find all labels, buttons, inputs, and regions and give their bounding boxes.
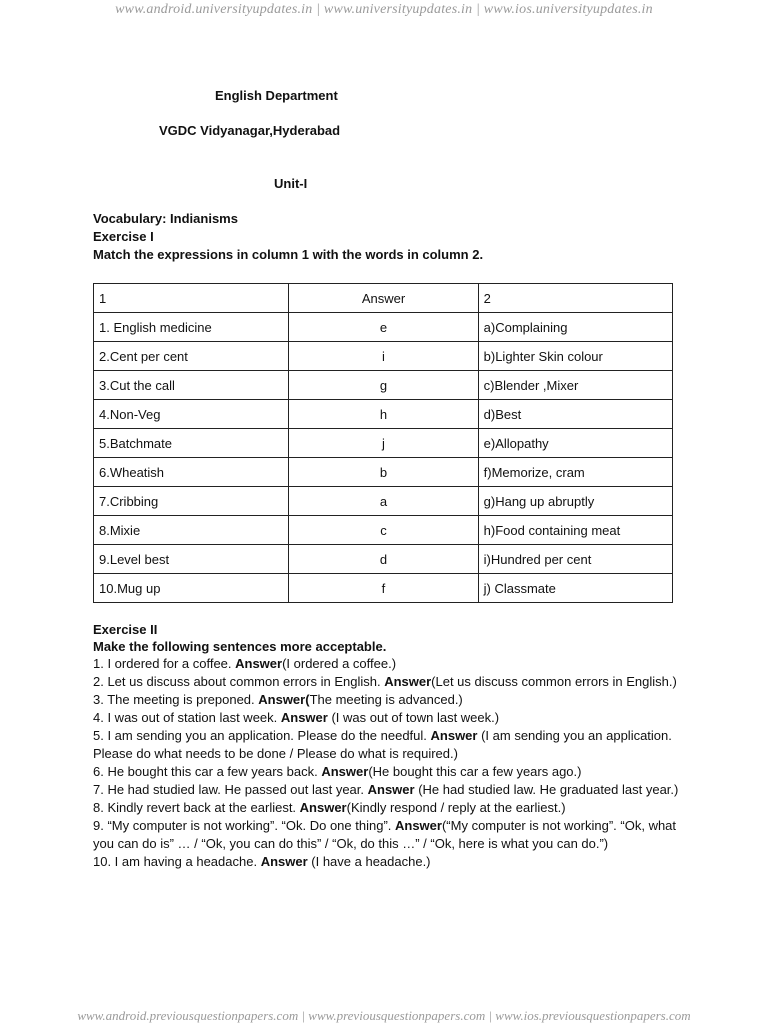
answer-cell: i xyxy=(289,342,478,371)
meaning-cell: b)Lighter Skin colour xyxy=(478,342,672,371)
list-item xyxy=(93,673,683,691)
list-item xyxy=(93,799,683,817)
answer-keyword: Answer xyxy=(280,710,328,725)
answer-text: (Kindly respond / reply at the earliest.) xyxy=(346,800,566,815)
answer-cell: b xyxy=(289,458,478,487)
expression-cell: 9.Level best xyxy=(94,545,289,574)
table-row xyxy=(94,574,673,603)
sentence-text: 5. I am sending you an application. Please do the needful. xyxy=(93,728,431,743)
meaning-cell: c)Blender ,Mixer xyxy=(478,371,672,400)
answer-cell: e xyxy=(289,313,478,342)
expression-cell: 8.Mixie xyxy=(94,516,289,545)
header-answer: Answer xyxy=(289,284,478,313)
expression-cell: 3.Cut the call xyxy=(94,371,289,400)
sentence-text: 6. He bought this car a few years back. xyxy=(93,764,322,779)
watermark-top: www.android.universityupdates.in | www.universityupdates.in | www.ios.universityupdates.in xyxy=(115,2,653,17)
list-item xyxy=(93,727,683,763)
meaning-cell: i)Hundred per cent xyxy=(478,545,672,574)
table-row xyxy=(94,516,673,545)
exercise2-section xyxy=(93,622,683,871)
watermark-bottom: www.android.previousquestionpapers.com | www.previousquestionpapers.com | www.ios.previousquestionpapers.com xyxy=(77,1008,691,1023)
list-item xyxy=(93,709,683,727)
table-header-row xyxy=(94,284,673,313)
expression-cell: 5.Batchmate xyxy=(94,429,289,458)
answer-text: (I am sending you an application. Please do what needs to be done / Please do what is required.) xyxy=(93,728,672,761)
answer-keyword: Answer xyxy=(395,818,442,833)
table-row xyxy=(94,429,673,458)
exercise1-instruction: Match the expressions in column 1 with the words in column 2. xyxy=(93,247,484,262)
matching-table xyxy=(93,283,673,603)
list-item xyxy=(93,691,683,709)
table-row xyxy=(94,545,673,574)
expression-cell: 1. English medicine xyxy=(94,313,289,342)
answer-text: (I ordered a coffee.) xyxy=(282,656,397,671)
meaning-cell: h)Food containing meat xyxy=(478,516,672,545)
college-heading: VGDC Vidyanagar,Hyderabad xyxy=(159,123,341,138)
exercise2-instruction: Make the following sentences more acceptable. xyxy=(93,639,387,654)
answer-cell: d xyxy=(289,545,478,574)
answer-cell: a xyxy=(289,487,478,516)
answer-text: (“My computer is not working”. “Ok, what you can do is” … / “Ok, you can do this” / “Ok, do this …” / “Ok, here is what you can do.”) xyxy=(93,818,677,851)
answer-text: (I have a headache.) xyxy=(307,854,431,869)
answer-cell: c xyxy=(289,516,478,545)
answer-text: (I was out of town last week.) xyxy=(327,710,500,725)
header-col1: 1 xyxy=(94,284,289,313)
meaning-cell: f)Memorize, cram xyxy=(478,458,672,487)
list-item xyxy=(93,655,683,673)
meaning-cell: a)Complaining xyxy=(478,313,672,342)
exercise2-list xyxy=(93,655,683,871)
list-item xyxy=(93,781,683,799)
unit-heading: Unit-I xyxy=(274,176,308,191)
table-row xyxy=(94,487,673,516)
table-row xyxy=(94,400,673,429)
table-row xyxy=(94,342,673,371)
answer-text: The meeting is advanced.) xyxy=(309,692,463,707)
header-col2: 2 xyxy=(478,284,672,313)
sentence-text: 9. “My computer is not working”. “Ok. Do one thing”. xyxy=(93,818,395,833)
answer-keyword: Answer xyxy=(299,800,347,815)
table-row xyxy=(94,458,673,487)
meaning-cell: e)Allopathy xyxy=(478,429,672,458)
expression-cell: 10.Mug up xyxy=(94,574,289,603)
department-heading: English Department xyxy=(215,88,338,103)
meaning-cell: g)Hang up abruptly xyxy=(478,487,672,516)
sentence-text: 8. Kindly revert back at the earliest. xyxy=(93,800,300,815)
meaning-cell: j) Classmate xyxy=(478,574,672,603)
exercise1-title: Exercise I xyxy=(93,229,154,244)
expression-cell: 7.Cribbing xyxy=(94,487,289,516)
meaning-cell: d)Best xyxy=(478,400,672,429)
answer-keyword: Answer xyxy=(384,674,432,689)
sentence-text: 7. He had studied law. He passed out last year. xyxy=(93,782,368,797)
topic-heading: Vocabulary: Indianisms xyxy=(93,211,238,226)
table-row xyxy=(94,371,673,400)
answer-keyword: Answer xyxy=(367,782,415,797)
list-item xyxy=(93,817,683,853)
list-item xyxy=(93,853,683,871)
sentence-text: 1. I ordered for a coffee. xyxy=(93,656,236,671)
answer-keyword: Answer( xyxy=(258,692,310,707)
sentence-text: 2. Let us discuss about common errors in English. xyxy=(93,674,385,689)
sentence-text: 10. I am having a headache. xyxy=(93,854,261,869)
list-item xyxy=(93,763,683,781)
answer-cell: j xyxy=(289,429,478,458)
expression-cell: 4.Non-Veg xyxy=(94,400,289,429)
answer-text: (He bought this car a few years ago.) xyxy=(368,764,582,779)
answer-text: (He had studied law. He graduated last year.) xyxy=(414,782,679,797)
answer-keyword: Answer xyxy=(260,854,308,869)
answer-keyword: Answer xyxy=(430,728,478,743)
expression-cell: 6.Wheatish xyxy=(94,458,289,487)
answer-cell: g xyxy=(289,371,478,400)
sentence-text: 3. The meeting is preponed. xyxy=(93,692,259,707)
answer-cell: h xyxy=(289,400,478,429)
answer-keyword: Answer xyxy=(321,764,369,779)
sentence-text: 4. I was out of station last week. xyxy=(93,710,281,725)
table-row xyxy=(94,313,673,342)
expression-cell: 2.Cent per cent xyxy=(94,342,289,371)
answer-text: (Let us discuss common errors in English.) xyxy=(431,674,677,689)
exercise2-title: Exercise II xyxy=(93,622,158,637)
answer-cell: f xyxy=(289,574,478,603)
answer-keyword: Answer xyxy=(235,656,283,671)
